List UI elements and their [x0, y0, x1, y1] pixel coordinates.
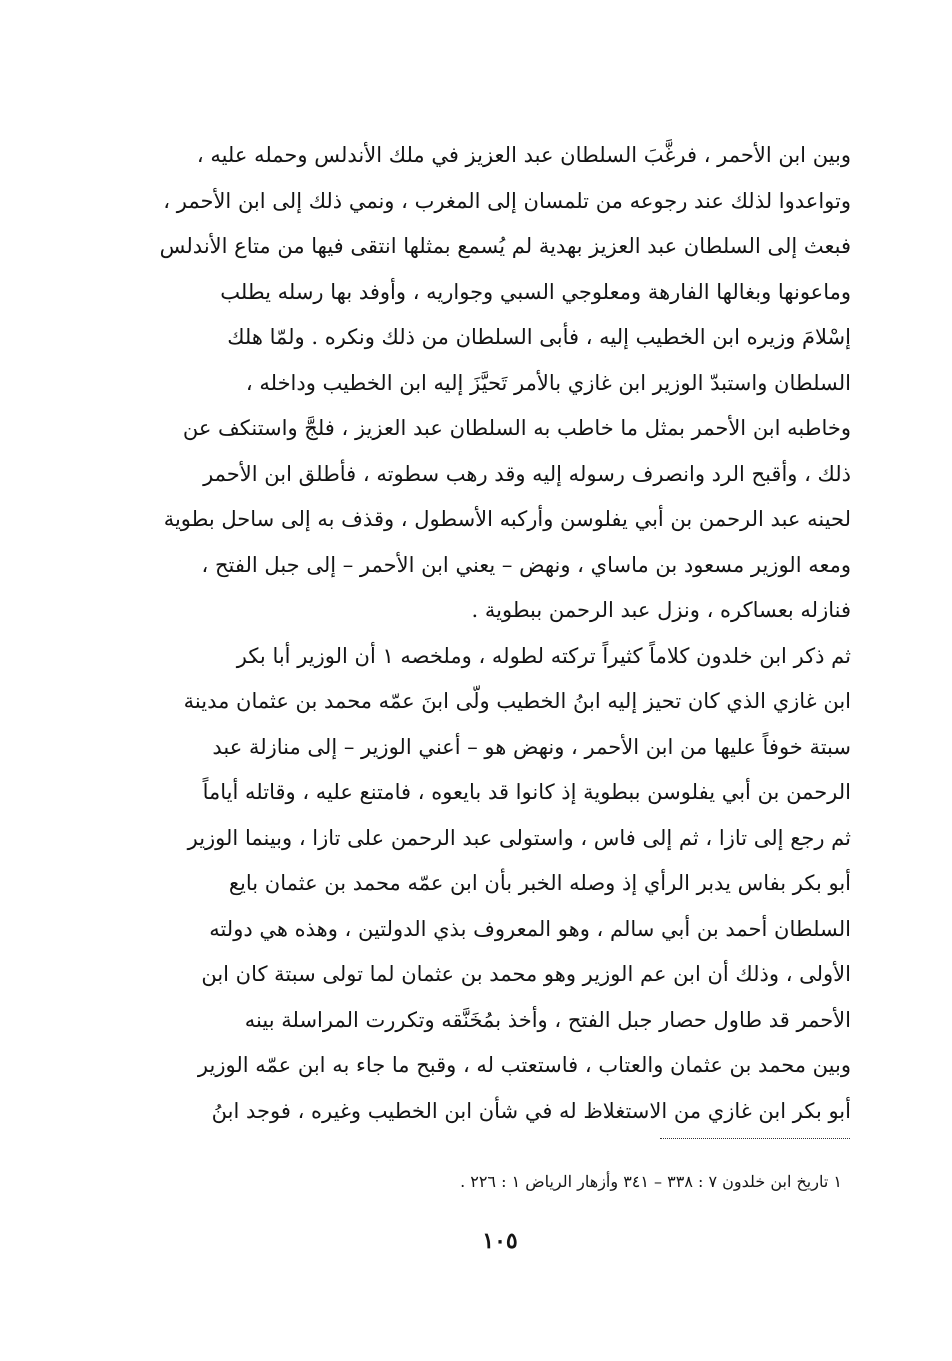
- text-line: لحينه عبد الرحمن بن أبي يفلوسن وأركبه الأسطول ، وقذف به إلى ساحل بطوية: [163, 507, 851, 531]
- text-line: ابن غازي الذي كان تحيز إليه ابنُ الخطيب ولّى ابنَ عمّه محمد بن عثمان مدينة: [183, 689, 851, 713]
- text-line: السلطان واستبدّ الوزير ابن غازي بالأمر تَحيَّزَ إليه ابن الخطيب وداخله ،: [245, 370, 851, 395]
- paragraph: [146, 133, 851, 634]
- text-line: إسْلامَ وزيره ابن الخطيب إليه ، فأبى السلطان من ذلك ونكره . ولمّا هلك: [227, 325, 851, 349]
- paragraph: [146, 634, 851, 1135]
- text-line: فنازله بعساكره ، ونزل عبد الرحمن ببطوية .: [471, 598, 851, 622]
- text-line: وبين ابن الأحمر ، فرغَّبَ السلطان عبد العزيز في ملك الأندلس وحمله عليه ،: [196, 143, 851, 167]
- text-line: أبو بكر ابن غازي من الاستغلاظ له في شأن ابن الخطيب وغيره ، فوجد ابنُ: [211, 1098, 851, 1123]
- main-text-block: [146, 133, 851, 1134]
- text-line: وخاطبه ابن الأحمر بمثل ما خاطب به السلطان عبد العزيز ، فلجَّ واستنكف عن: [182, 416, 851, 440]
- text-line: فبعث إلى السلطان عبد العزيز بهدية لم يُسمع بمثلها انتقى فيها من متاع الأندلس: [159, 234, 851, 258]
- text-line: وبين محمد بن عثمان والعتاب ، فاستعتب له ، وقبح ما جاء به ابن عمّه الوزير: [197, 1053, 851, 1077]
- text-line: الأولى ، وذلك أن ابن عم الوزير وهو محمد بن عثمان لما تولى سبتة كان ابن: [201, 962, 851, 986]
- footnote-divider: [660, 1138, 850, 1139]
- page-number: ١٠٥: [482, 1228, 518, 1254]
- text-line: الأحمر قد طاول حصار جبل الفتح ، وأخذ بمُخَنَّقه وتكررت المراسلة بينه: [244, 1007, 851, 1032]
- text-line: السلطان أحمد بن أبي سالم ، وهو المعروف بذي الدولتين ، وهذه هي دولته: [209, 916, 851, 941]
- text-line: الرحمن بن أبي يفلوسن ببطوية إذ كانوا قد بايعوه ، فامتنع عليه ، وقاتله أياماً: [202, 780, 851, 804]
- text-line: سبتة خوفاً عليها من ابن الأحمر ، ونهض هو – أعني الوزير – إلى منازلة عبد: [212, 734, 851, 759]
- text-line: ثم رجع إلى تازا ، ثم إلى فاس ، واستولى عبد الرحمن على تازا ، وبينما الوزير: [187, 825, 851, 850]
- text-line: وماعونها وبغالها الفارهة ومعلوجي السبي وجواريه ، وأوفد بها رسله يطلب: [220, 279, 851, 304]
- text-line: أبو بكر بفاس يدبر الرأي إذ وصله الخبر بأن ابن عمّه محمد بن عثمان بايع: [228, 871, 851, 895]
- text-line: وتواعدوا لذلك عند رجوعه من تلمسان إلى المغرب ، ونمي ذلك إلى ابن الأحمر ،: [163, 188, 851, 213]
- text-line: ومعه الوزير مسعود بن ماساي ، ونهض – يعني ابن الأحمر – إلى جبل الفتح ،: [201, 552, 851, 577]
- footnote: ١ تاريخ ابن خلدون ٧ : ٣٣٨ – ٣٤١ وأزهار الرياض ١ : ٢٢٦ .: [460, 1172, 842, 1191]
- text-line: ثم ذكر ابن خلدون كلاماً كثيراً تركته لطوله ، وملخصه ١ أن الوزير أبا بكر: [236, 643, 851, 668]
- text-line: ذلك ، وأقبح الرد وانصرف رسوله إليه وقد رهب سطوته ، فأطلق ابن الأحمر: [203, 461, 851, 486]
